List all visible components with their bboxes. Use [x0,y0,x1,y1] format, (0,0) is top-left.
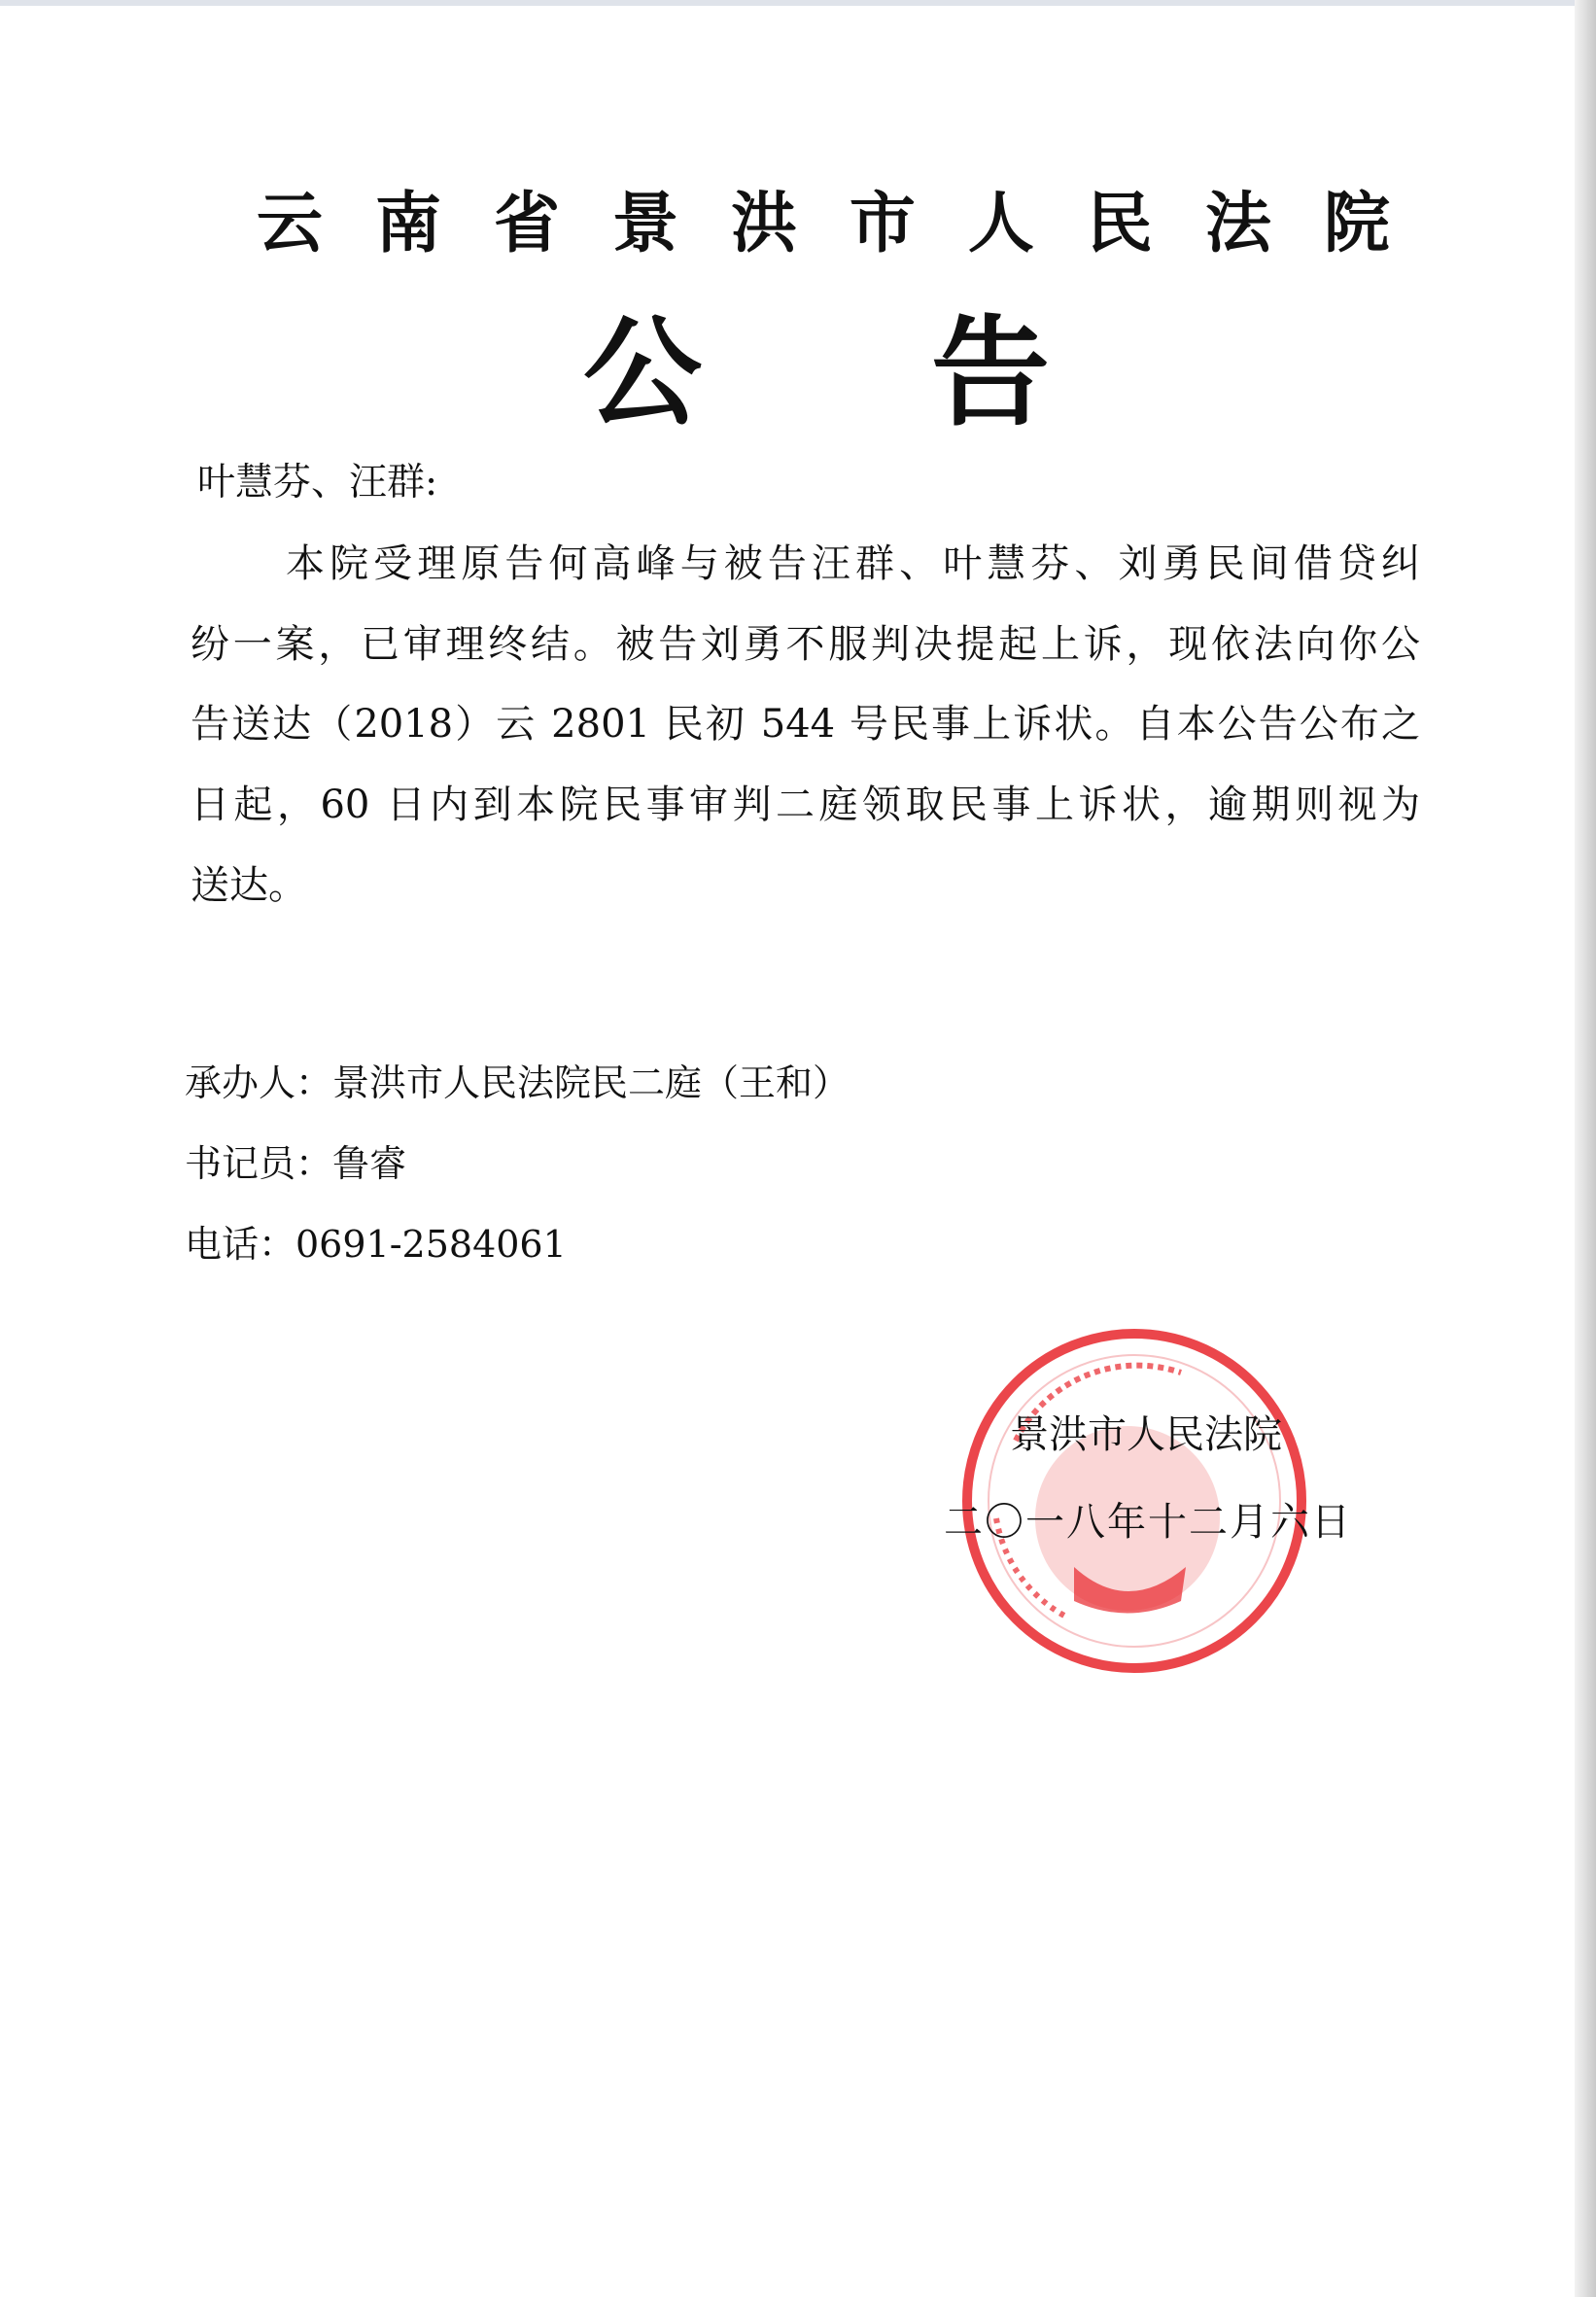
heading-char: 南 [374,185,441,262]
heading-char: 景 [611,185,678,262]
body-line: 本院受理原告何高峰与被告汪群、叶慧芬、刘勇民间借贷纠 [286,541,1420,586]
phone-info: 电话：0691-2584061 [185,1223,567,1266]
signature-date: 二〇一八年十二月六日 [944,1500,1352,1545]
addressee: 叶慧芬、汪群: [197,461,438,505]
heading-char: 洪 [730,185,797,262]
scan-right-edge [1575,0,1596,2297]
signature-court: 景洪市人民法院 [1010,1412,1282,1457]
title-char: 告 [931,302,1050,442]
body-line: 日起，60 日内到本院民事审判二庭领取民事上诉状，逾期则视为 [191,783,1420,827]
court-name-heading [257,185,1390,262]
clerk-info: 书记员：鲁睿 [185,1142,407,1185]
title-char: 公 [583,302,702,442]
heading-char: 省 [493,185,560,262]
heading-char: 民 [1086,185,1153,262]
scan-top-edge [0,0,1596,6]
heading-char: 院 [1323,185,1390,262]
body-line: 纷一案，已审理终结。被告刘勇不服判决提起上诉，现依法向你公 [191,622,1420,667]
body-line: 告送达（2018）云 2801 民初 544 号民事上诉状。自本公告公布之 [191,702,1420,747]
heading-char: 法 [1204,185,1271,262]
heading-char: 市 [849,185,916,262]
handler-info: 承办人：景洪市人民法院民二庭（王和） [185,1061,850,1104]
notice-title [583,302,1050,442]
heading-char: 云 [257,185,324,262]
heading-char: 人 [967,185,1034,262]
body-line: 送达。 [191,863,307,908]
